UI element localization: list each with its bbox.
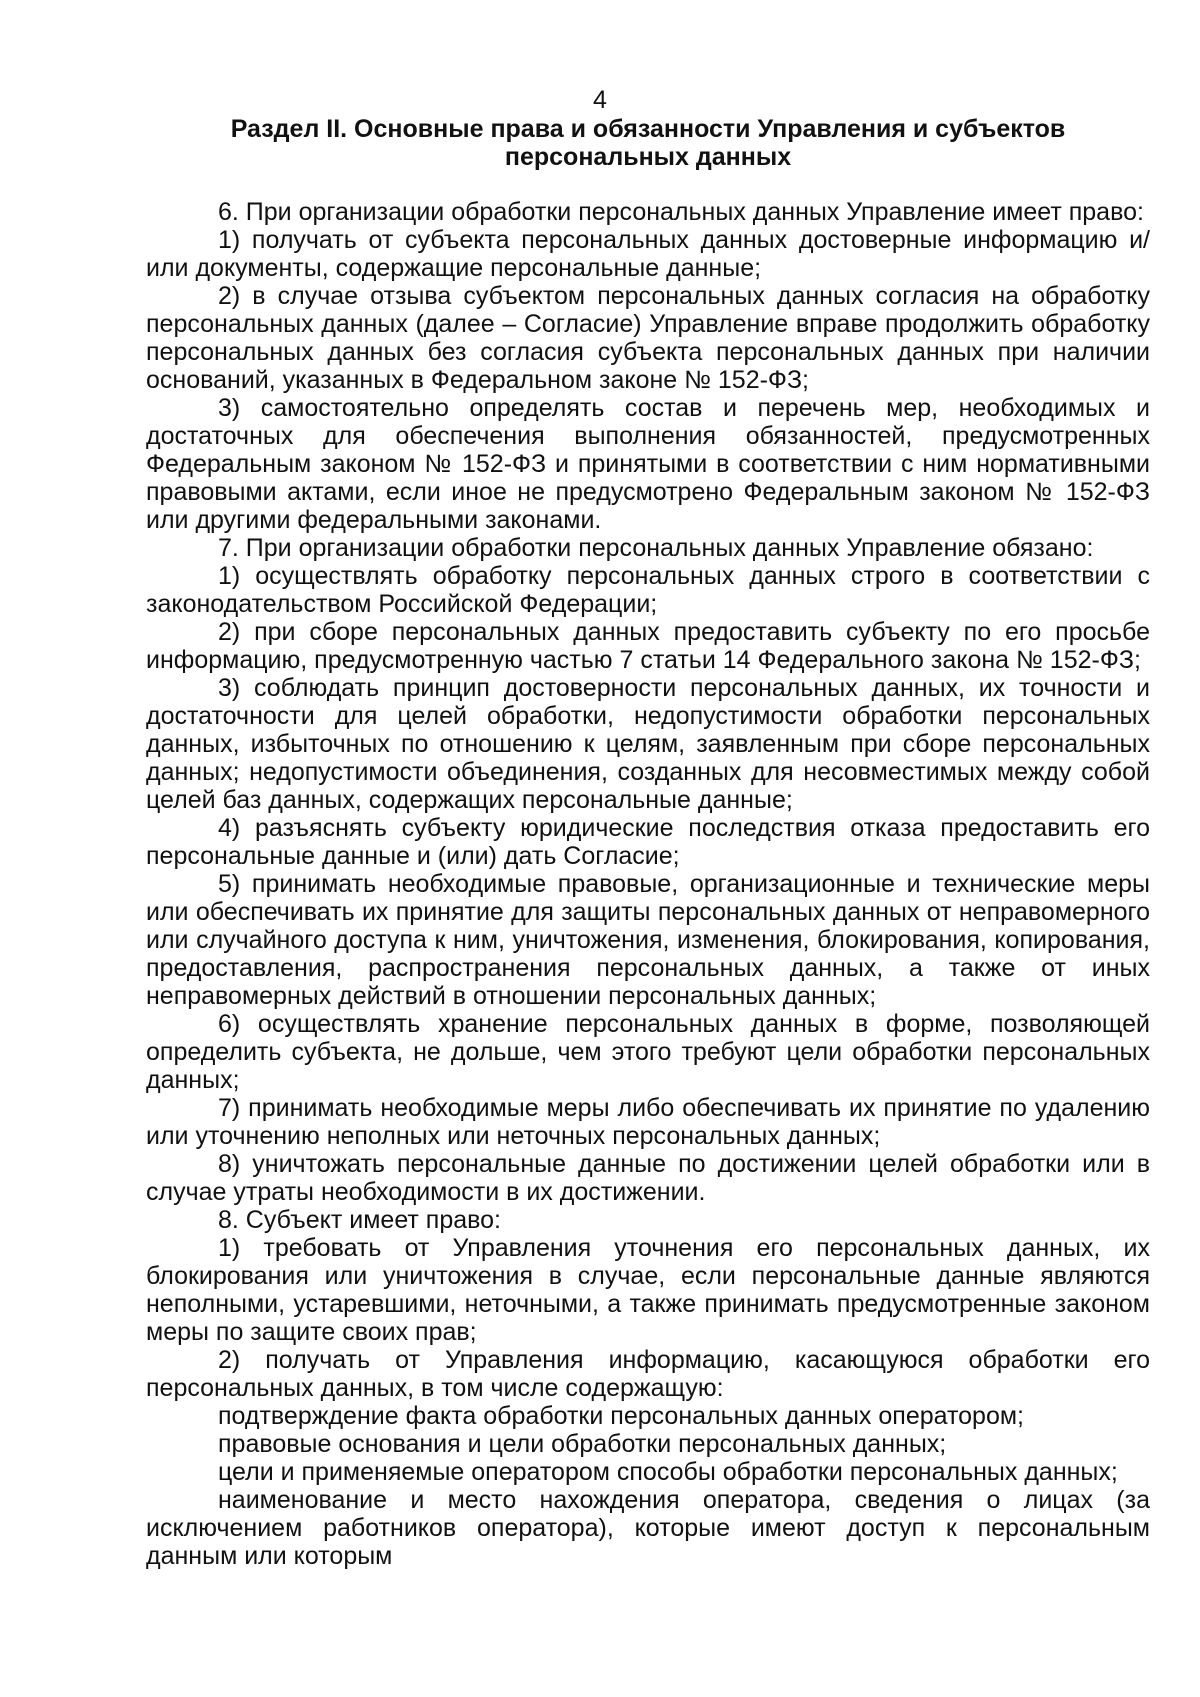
paragraph: 7) принимать необходимые меры либо обеспечивать их принятие по удалению или уточнению неполных или неточных персональных данных; [146, 1094, 1150, 1150]
paragraph: 5) принимать необходимые правовые, организационные и технические меры или обеспечивать их принятие для защиты персональных данных от неправомерного или случайного доступа к ним, уничтожения, изменения, блокирования, копирования, предоставления, распространения персональных данных, а также от иных неправомерных действий в отношении персональных данных; [146, 870, 1150, 1010]
paragraph: 1) требовать от Управления уточнения его персональных данных, их блокирования или уничтожения в случае, если персональные данные являются неполными, устаревшими, неточными, а также принимать предусмотренные законом меры по защите своих прав; [146, 1234, 1150, 1346]
paragraph: 2) получать от Управления информацию, касающуюся обработки его персональных данных, в том числе содержащую: [146, 1346, 1150, 1402]
paragraph: 7. При организации обработки персональных данных Управление обязано: [218, 534, 1094, 562]
paragraph: 6) осуществлять хранение персональных данных в форме, позволяющей определить субъекта, не дольше, чем этого требуют цели обработки персональных данных; [146, 1010, 1150, 1094]
paragraph: подтверждение факта обработки персональных данных оператором; [218, 1402, 1024, 1430]
paragraph: 2) при сборе персональных данных предоставить субъекту по его просьбе информацию, предусмотренную частью 7 статьи 14 Федерального закона № 152-ФЗ; [146, 618, 1150, 674]
paragraph: 8. Субъект имеет право: [218, 1206, 501, 1234]
paragraph: 6. При организации обработки персональных данных Управление имеет право: [218, 198, 1144, 226]
paragraph: 1) получать от субъекта персональных данных достоверные информацию и/или документы, содержащие персональные данные; [146, 226, 1150, 282]
paragraph: 1) осуществлять обработку персональных данных строго в соответствии с законодательством Российской Федерации; [146, 562, 1150, 618]
paragraph: цели и применяемые оператором способы обработки персональных данных; [218, 1458, 1118, 1486]
paragraph: 3) самостоятельно определять состав и перечень мер, необходимых и достаточных для обеспечения выполнения обязанностей, предусмотренных Федеральным законом № 152-ФЗ и принятыми в соответствии с ним нормативными правовыми актами, если иное не предусмотрено Федеральным законом № 152-ФЗ или другими федеральными законами. [146, 394, 1150, 534]
paragraph: правовые основания и цели обработки персональных данных; [218, 1430, 947, 1458]
document-body [146, 198, 1150, 1570]
paragraph: 2) в случае отзыва субъектом персональных данных согласия на обработку персональных данных (далее – Согласие) Управление вправе продолжить обработку персональных данных без согласия субъекта персональных данных при наличии оснований, указанных в Федеральном законе № 152-ФЗ; [146, 282, 1150, 394]
paragraph: 8) уничтожать персональные данные по достижении целей обработки или в случае утраты необходимости в их достижении. [146, 1150, 1150, 1206]
paragraph: наименование и место нахождения оператора, сведения о лицах (за исключением работников оператора), которые имеют доступ к персональным данным или которым [146, 1486, 1150, 1570]
paragraph: 4) разъяснять субъекту юридические последствия отказа предоставить его персональные данные и (или) дать Согласие; [146, 814, 1150, 870]
page-number: 4 [593, 86, 607, 114]
paragraph: 3) соблюдать принцип достоверности персональных данных, их точности и достаточности для целей обработки, недопустимости обработки персональных данных, избыточных по отношению к целям, заявленным при сборе персональных данных; недопустимости объединения, созданных для несовместимых между собой целей баз данных, содержащих персональные данные; [146, 674, 1150, 814]
section-heading: Раздел II. Основные права и обязанности Управления и субъектов персональных данных [230, 115, 1066, 171]
